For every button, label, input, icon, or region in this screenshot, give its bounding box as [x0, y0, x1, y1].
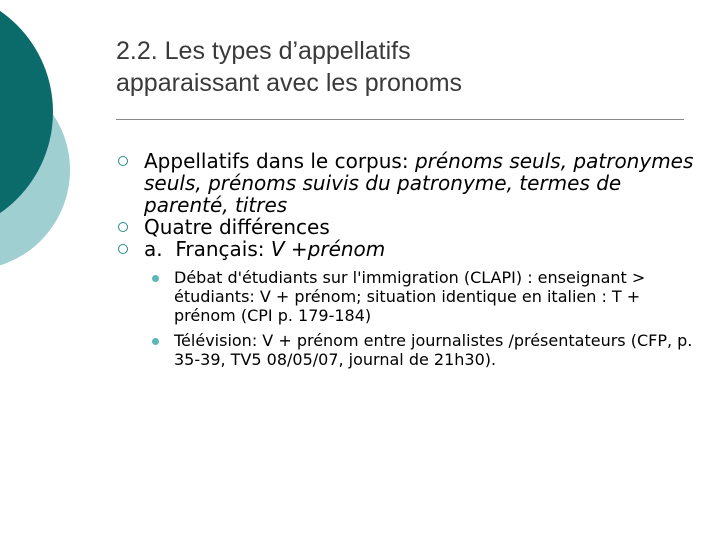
- filled-dot-bullet-icon: [152, 275, 159, 282]
- bullet-item: [140, 150, 700, 216]
- bullet-text: Appellatifs dans le corpus:: [144, 149, 415, 173]
- slide-title: [116, 35, 696, 99]
- sub-bullet-text: Télévision: V + prénom entre journalistes /présentateurs (CFP, p. 35-39, TV5 08/05/07, journal de 21h30).: [174, 331, 693, 369]
- bullet-item: [140, 238, 700, 260]
- title-divider: [116, 119, 684, 120]
- bullet-text-italic: V +prénom: [270, 237, 386, 261]
- sub-bullet-item: [174, 331, 700, 369]
- slide-title-line-1: 2.2. Les types d’appellatifs: [116, 37, 411, 65]
- bullet-text-italic: prénoms seuls, patronymes seuls, prénoms suivis du patronyme, termes de parenté, titres: [144, 149, 694, 217]
- hollow-circle-bullet-icon: [118, 244, 128, 254]
- slide-title-line-2: apparaissant avec les pronoms: [116, 69, 463, 97]
- bullet-list: [140, 150, 700, 369]
- sub-bullet-list: [140, 268, 700, 369]
- hollow-circle-bullet-icon: [118, 156, 128, 166]
- bullet-text: Quatre différences: [144, 215, 330, 239]
- sub-bullet-text: Débat d'étudiants sur l'immigration (CLAPI) : enseignant > étudiants: V + prénom; situation identique en italien : T + prénom (CPI p. 179-184): [174, 268, 646, 325]
- sub-bullet-item: [174, 268, 700, 325]
- bullet-item: [140, 216, 700, 238]
- bullet-text: a. Français:: [144, 237, 271, 261]
- decorative-circles-graphic: [0, 0, 120, 300]
- filled-dot-bullet-icon: [152, 338, 159, 345]
- hollow-circle-bullet-icon: [118, 222, 128, 232]
- decorative-circles: [0, 0, 120, 300]
